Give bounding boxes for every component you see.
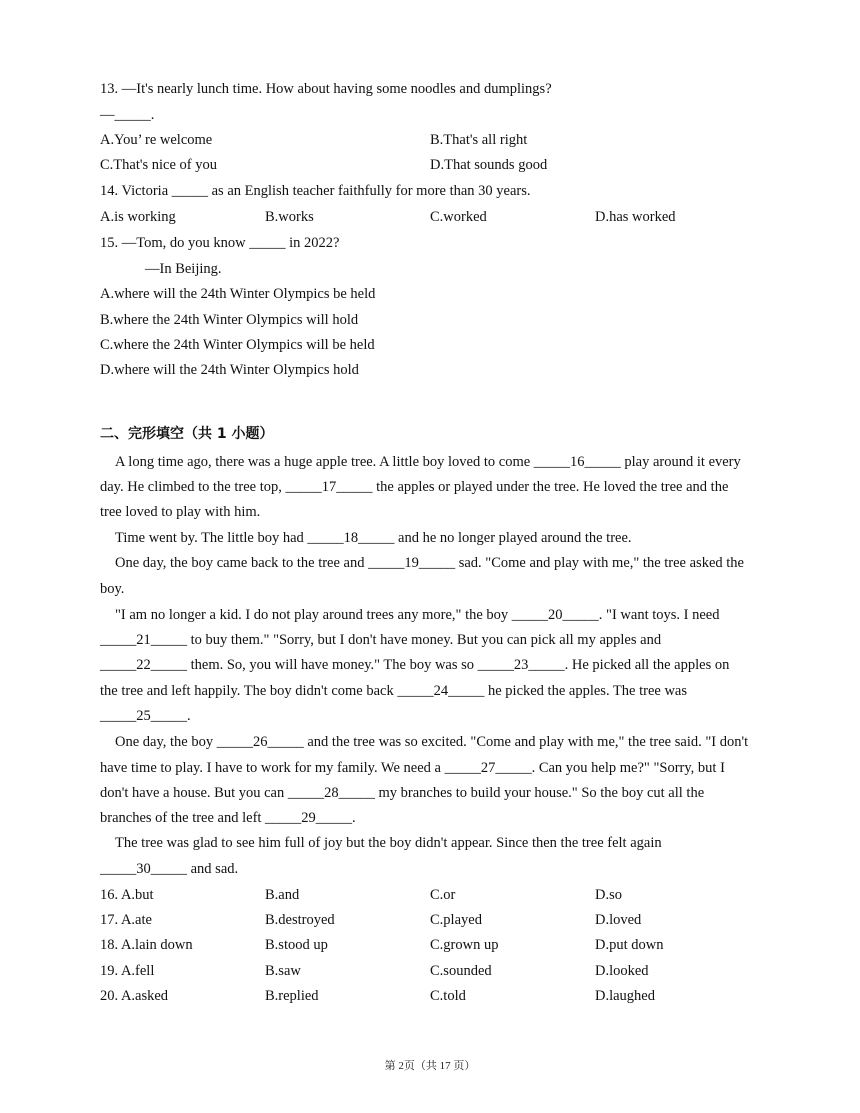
passage-line: the tree and left happily. The boy didn't come back _____24_____ he picked the apples. The tree was: [100, 683, 688, 699]
question-17-option-c: C.played: [430, 912, 482, 928]
passage-line: have time to play. I have to work for my family. We need a _____27_____. Can you help me?" "Sorry, but I: [100, 760, 725, 776]
section-heading: 二、完形填空（共 1 小题）: [100, 426, 274, 442]
question-16-option-a: 16. A.but: [100, 887, 154, 903]
question-19-option-c: C.sounded: [430, 963, 492, 979]
question-13-answer-line: —_____.: [100, 107, 155, 123]
question-20-option-c: C.told: [430, 988, 466, 1004]
passage-line: boy.: [100, 581, 125, 597]
passage-line: "I am no longer a kid. I do not play around trees any more," the boy _____20_____. "I want toys. I need: [115, 607, 720, 623]
passage-line: _____22_____ them. So, you will have money." The boy was so _____23_____. He picked all the apples on: [100, 657, 730, 673]
question-19-option-b: B.saw: [265, 963, 301, 979]
passage-line: A long time ago, there was a huge apple tree. A little boy loved to come _____16_____ play around it every: [115, 454, 741, 470]
question-15-stem: 15. —Tom, do you know _____ in 2022?: [100, 235, 340, 251]
question-16-option-d: D.so: [595, 887, 622, 903]
question-15-option-c: C.where the 24th Winter Olympics will be held: [100, 337, 375, 353]
passage-line: branches of the tree and left _____29_____.: [100, 810, 356, 826]
question-20-option-d: D.laughed: [595, 988, 655, 1004]
question-17-option-a: 17. A.ate: [100, 912, 152, 928]
question-13-option-c: C.That's nice of you: [100, 157, 217, 173]
question-15-option-a: A.where will the 24th Winter Olympics be held: [100, 286, 376, 302]
question-17-option-b: B.destroyed: [265, 912, 335, 928]
question-19-option-d: D.looked: [595, 963, 649, 979]
passage-line: tree loved to play with him.: [100, 504, 261, 520]
question-16-option-b: B.and: [265, 887, 300, 903]
question-18-option-d: D.put down: [595, 937, 664, 953]
passage-line: _____25_____.: [100, 708, 191, 724]
passage-line: _____30_____ and sad.: [100, 861, 239, 877]
question-14-option-a: A.is working: [100, 209, 176, 225]
passage-line: One day, the boy _____26_____ and the tree was so excited. "Come and play with me," the tree said. "I don't: [115, 734, 749, 750]
question-15-reply: —In Beijing.: [145, 261, 222, 277]
passage-line: One day, the boy came back to the tree and _____19_____ sad. "Come and play with me," the tree asked the: [115, 555, 744, 571]
question-18-option-a: 18. A.lain down: [100, 937, 193, 953]
passage-line: don't have a house. But you can _____28_____ my branches to build your house." So the boy cut all the: [100, 785, 705, 801]
question-14-option-c: C.worked: [430, 209, 487, 225]
question-19-option-a: 19. A.fell: [100, 963, 155, 979]
question-15-option-d: D.where will the 24th Winter Olympics hold: [100, 362, 359, 378]
question-20-option-b: B.replied: [265, 988, 319, 1004]
question-14-stem: 14. Victoria _____ as an English teacher faithfully for more than 30 years.: [100, 183, 531, 199]
question-13-option-b: B.That's all right: [430, 132, 528, 148]
question-18-option-c: C.grown up: [430, 937, 499, 953]
question-13-stem: 13. —It's nearly lunch time. How about having some noodles and dumplings?: [100, 81, 552, 97]
passage-line: The tree was glad to see him full of joy but the boy didn't appear. Since then the tree felt again: [115, 835, 662, 851]
passage-line: _____21_____ to buy them." "Sorry, but I don't have money. But you can pick all my apples and: [100, 632, 662, 648]
question-15-option-b: B.where the 24th Winter Olympics will hold: [100, 312, 359, 328]
passage-line: day. He climbed to the tree top, _____17_____ the apples or played under the tree. He loved the tree and the: [100, 479, 729, 495]
question-13-option-d: D.That sounds good: [430, 157, 548, 173]
question-13-option-a: A.You’ re welcome: [100, 132, 213, 148]
question-20-option-a: 20. A.asked: [100, 988, 169, 1004]
question-17-option-d: D.loved: [595, 912, 642, 928]
question-16-option-c: C.or: [430, 887, 456, 903]
question-18-option-b: B.stood up: [265, 937, 328, 953]
page-footer: 第 2页（共 17 页）: [384, 1060, 476, 1072]
passage-line: Time went by. The little boy had _____18_____ and he no longer played around the tree.: [115, 530, 632, 546]
question-14-option-d: D.has worked: [595, 209, 676, 225]
question-14-option-b: B.works: [265, 209, 314, 225]
